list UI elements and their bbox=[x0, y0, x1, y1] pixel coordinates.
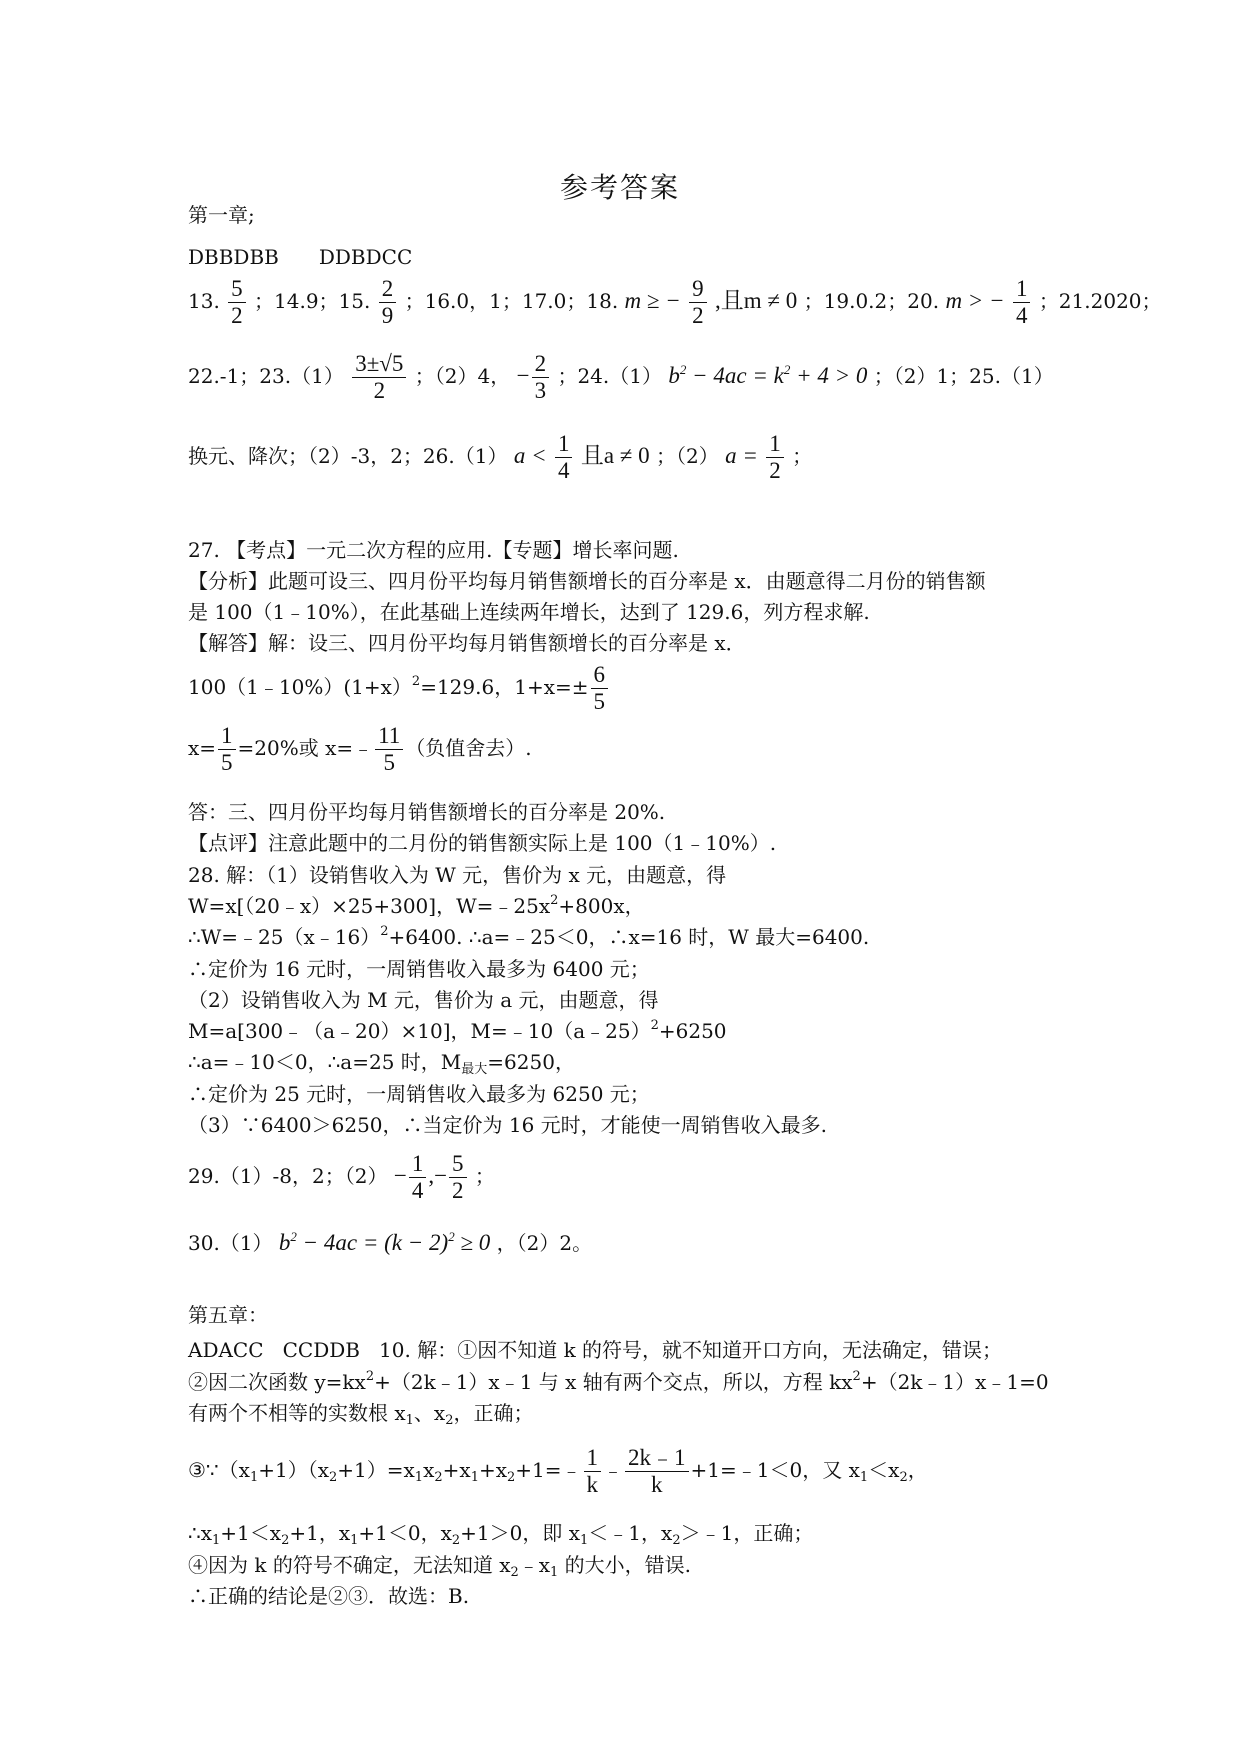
numerator: 3±√5 bbox=[352, 352, 406, 378]
fraction bbox=[555, 432, 573, 483]
denominator: 2 bbox=[692, 303, 704, 328]
fraction bbox=[625, 1446, 689, 1497]
text: +6400. ∴a=﹣25＜0，∴x=16 时，W 最大=6400. bbox=[388, 925, 870, 949]
subscript: 2 bbox=[899, 1470, 908, 1485]
text: ④因为 k 的符号不确定，无法知道 x bbox=[188, 1553, 511, 1577]
comma: , bbox=[428, 1163, 435, 1188]
numerator: 2 bbox=[532, 352, 550, 378]
page-title: 参考答案 bbox=[559, 171, 680, 204]
q28-line-1: 28. 解：（1）设销售收入为 W 元，售价为 x 元，由题意，得 bbox=[188, 863, 727, 887]
text: ； bbox=[792, 444, 813, 468]
numerator: 5 bbox=[228, 277, 246, 303]
denominator: 4 bbox=[557, 458, 570, 483]
text: +1，x bbox=[289, 1521, 351, 1545]
math-discriminant bbox=[279, 1230, 490, 1255]
text: =20%或 x=﹣ bbox=[237, 736, 374, 760]
text: 有两个不相等的实数根 x bbox=[188, 1401, 406, 1425]
ch5-line-7: ∴正确的结论是②③．故选：B. bbox=[188, 1584, 470, 1608]
exponent: 2 bbox=[550, 893, 559, 908]
subscript: 2 bbox=[672, 1533, 681, 1548]
numerator: 1 bbox=[218, 724, 236, 750]
text: +1＞0，即 x bbox=[460, 1521, 581, 1545]
math: ,且m ≠ 0 bbox=[715, 288, 798, 313]
answers-13-21 bbox=[188, 277, 1162, 328]
denominator: k bbox=[586, 1472, 599, 1497]
text: ﹣x bbox=[518, 1553, 551, 1577]
q27-comment: 【点评】注意此题中的二月份的销售额实际上是 100（1﹣10%）. bbox=[188, 831, 777, 855]
math: − 4ac = k bbox=[686, 363, 784, 388]
subscript: 1 bbox=[580, 1533, 589, 1548]
q27-head: 27. 【考点】一元二次方程的应用.【专题】增长率问题. bbox=[188, 538, 679, 562]
subscript: 1 bbox=[350, 1533, 359, 1548]
math: b bbox=[668, 363, 680, 388]
exponent: 2 bbox=[365, 1369, 375, 1384]
subscript: 2 bbox=[445, 1413, 454, 1428]
text: W=x[（20﹣x）×25+300]，W=﹣25x bbox=[188, 894, 551, 918]
text: +x bbox=[442, 1458, 471, 1482]
text: ∴x bbox=[188, 1521, 213, 1545]
math: 且a ≠ 0 bbox=[580, 443, 650, 468]
text: 13. bbox=[188, 289, 220, 313]
text: M=a[300﹣（a﹣20）×10]，M=﹣10（a﹣25） bbox=[188, 1019, 651, 1043]
subscript: 1 bbox=[212, 1533, 221, 1548]
fraction bbox=[689, 277, 707, 328]
text: ③∵（x bbox=[188, 1458, 250, 1482]
answers-25-26 bbox=[188, 432, 812, 483]
text: ②因二次函数 y=kx bbox=[188, 1370, 366, 1394]
denominator: 5 bbox=[593, 689, 605, 714]
denominator: 2 bbox=[373, 378, 386, 403]
q27-solution: 【解答】解：设三、四月份平均每月销售额增长的百分率是 x． bbox=[188, 631, 746, 655]
text: ， bbox=[907, 1458, 928, 1482]
text: +800x， bbox=[558, 894, 645, 918]
fraction bbox=[584, 1446, 602, 1497]
text: ；21.2020； bbox=[1038, 289, 1162, 313]
exponent: 2 bbox=[650, 1018, 659, 1033]
fraction bbox=[375, 724, 403, 775]
subscript: 1 bbox=[470, 1470, 479, 1485]
fraction bbox=[766, 432, 784, 483]
fraction bbox=[532, 352, 550, 403]
text: ﹣ bbox=[603, 1458, 624, 1482]
minus-sign: − bbox=[516, 363, 530, 388]
math: a < bbox=[513, 443, 547, 468]
numerator: 1 bbox=[1013, 277, 1031, 303]
text: （负值舍去）. bbox=[405, 736, 532, 760]
fraction bbox=[591, 663, 609, 714]
text: +1＜x bbox=[220, 1521, 282, 1545]
q28-line-2 bbox=[188, 893, 645, 919]
text: 29.（1）-8，2；（2） bbox=[188, 1164, 388, 1188]
denominator: k bbox=[651, 1472, 663, 1497]
denominator: 2 bbox=[452, 1178, 464, 1203]
math: m ≥ − bbox=[624, 288, 681, 313]
denominator: 4 bbox=[1015, 303, 1028, 328]
text: 、x bbox=[413, 1401, 446, 1425]
numerator: 1 bbox=[766, 432, 784, 458]
numerator: 9 bbox=[689, 277, 707, 303]
text: ；（2） bbox=[656, 444, 719, 468]
fraction bbox=[228, 277, 246, 328]
fraction bbox=[352, 352, 406, 403]
q30 bbox=[188, 1230, 592, 1256]
denominator: 2 bbox=[231, 303, 243, 328]
text: ；（2）1；25.（1） bbox=[873, 364, 1054, 388]
subscript: 2 bbox=[434, 1470, 443, 1485]
numerator: 2 bbox=[379, 277, 397, 303]
text: 换元、降次；（2）-3，2；26.（1） bbox=[188, 444, 508, 468]
text: ∴a=﹣10＜0，∴a=25 时，M bbox=[188, 1050, 462, 1074]
text: ＜﹣1，x bbox=[588, 1521, 673, 1545]
choice-answers-a: DBBDBB bbox=[188, 245, 279, 269]
fraction bbox=[1013, 277, 1031, 328]
denominator: 3 bbox=[534, 378, 547, 403]
exponent: 2 bbox=[380, 924, 389, 939]
subscript: 2 bbox=[510, 1565, 519, 1580]
text: +6250 bbox=[658, 1019, 727, 1043]
denominator: 9 bbox=[381, 303, 394, 328]
text: ；16.0，1；17.0；18. bbox=[404, 289, 619, 313]
chapter-1-heading: 第一章; bbox=[188, 203, 255, 227]
text: 22.-1；23.（1） bbox=[188, 364, 344, 388]
numerator: 2k﹣1 bbox=[625, 1446, 689, 1472]
subscript: 2 bbox=[281, 1533, 290, 1548]
text: ∴W=﹣25（x﹣16） bbox=[188, 925, 381, 949]
denominator: 4 bbox=[411, 1178, 424, 1203]
q28-line-4: ∴定价为 16 元时，一周销售收入最多为 6400 元； bbox=[188, 957, 650, 981]
text: ，正确； bbox=[453, 1401, 534, 1425]
subscript: 1 bbox=[249, 1470, 259, 1485]
fraction bbox=[218, 724, 236, 775]
ch5-line-5 bbox=[188, 1520, 813, 1546]
choice-answers-b: DDBDCC bbox=[318, 245, 413, 269]
minus-sign: − bbox=[393, 1163, 407, 1188]
text: 的大小，错误. bbox=[558, 1553, 692, 1577]
text: +1=﹣1＜0，又 x bbox=[690, 1458, 860, 1482]
fraction bbox=[409, 1152, 427, 1203]
text: ，（2）2。 bbox=[496, 1231, 593, 1255]
chapter-5-heading: 第五章： bbox=[188, 1303, 268, 1327]
math: m > − bbox=[945, 288, 1005, 313]
subscript: 1 bbox=[859, 1470, 869, 1485]
fraction bbox=[449, 1152, 467, 1203]
numerator: 5 bbox=[449, 1152, 467, 1178]
subscript: 1 bbox=[405, 1413, 414, 1428]
text: +1=﹣ bbox=[515, 1458, 582, 1482]
q28-line-7 bbox=[188, 1049, 575, 1075]
q28-line-5: （2）设销售收入为 M 元，售价为 a 元，由题意，得 bbox=[188, 988, 659, 1012]
math: b bbox=[278, 1230, 291, 1255]
text: +（2k﹣1）x﹣1 与 x 轴有两个交点，所以，方程 kx bbox=[374, 1370, 853, 1394]
subscript: 最大 bbox=[461, 1062, 488, 1077]
denominator: 5 bbox=[383, 750, 395, 775]
subscript: 2 bbox=[328, 1470, 338, 1485]
numerator: 1 bbox=[555, 432, 573, 458]
math: − 4ac = (k − 2) bbox=[296, 1230, 449, 1255]
fraction bbox=[379, 277, 397, 328]
text: 100（1﹣10%）(1+x） bbox=[188, 675, 412, 699]
ch5-line-2 bbox=[188, 1369, 1049, 1395]
text: +1）（x bbox=[258, 1458, 329, 1482]
q27-analysis-2: 是 100（1﹣10%），在此基础上连续两年增长，达到了 129.6，列方程求解. bbox=[188, 600, 870, 624]
text: x= bbox=[188, 736, 217, 760]
exponent: 2 bbox=[852, 1369, 861, 1384]
q29 bbox=[188, 1152, 495, 1203]
text: ；19.0.2；20. bbox=[803, 289, 940, 313]
subscript: 2 bbox=[451, 1533, 461, 1548]
q27-analysis-1: 【分析】此题可设三、四月份平均每月销售额增长的百分率是 x．由题意得二月份的销售额 bbox=[188, 569, 986, 593]
text: +（2k﹣1）x﹣1=0 bbox=[860, 1370, 1049, 1394]
text: =129.6，1+x=± bbox=[420, 675, 589, 699]
text: ；14.9；15. bbox=[254, 289, 371, 313]
text: 30.（1） bbox=[188, 1231, 273, 1255]
numerator: 6 bbox=[591, 663, 609, 689]
exponent: 2 bbox=[448, 1229, 455, 1244]
text: =6250， bbox=[487, 1050, 575, 1074]
subscript: 1 bbox=[550, 1565, 559, 1580]
text: ； bbox=[474, 1164, 495, 1188]
text: +x bbox=[478, 1458, 508, 1482]
q27-equation-1 bbox=[188, 663, 610, 714]
text: ＞﹣1，正确； bbox=[680, 1521, 814, 1545]
ch5-line-1: ADACC CCDDB 10. 解：①因不知道 k 的符号，就不知道开口方向，无法确定，错误； bbox=[188, 1338, 1003, 1362]
ch5-line-4 bbox=[188, 1446, 928, 1497]
exponent: 2 bbox=[290, 1229, 297, 1244]
ch5-line-3 bbox=[188, 1400, 533, 1426]
numerator: 11 bbox=[375, 724, 403, 750]
math-discriminant bbox=[668, 363, 867, 388]
text: x bbox=[423, 1458, 435, 1482]
math: + 4 > 0 bbox=[790, 363, 868, 388]
q28-line-3 bbox=[188, 924, 869, 950]
q28-line-6 bbox=[188, 1018, 727, 1044]
exponent: 2 bbox=[783, 362, 791, 377]
text: +1）=x bbox=[337, 1458, 415, 1482]
denominator: 2 bbox=[769, 458, 781, 483]
subscript: 1 bbox=[414, 1470, 424, 1485]
math: a = bbox=[725, 443, 758, 468]
q28-line-8: ∴定价为 25 元时，一周销售收入最多为 6250 元； bbox=[188, 1082, 650, 1106]
text: ；（2）4， bbox=[414, 364, 511, 388]
answers-22-25 bbox=[188, 352, 1054, 403]
q28-line-9: （3）∵6400＞6250，∴当定价为 16 元时，才能使一周销售收入最多. bbox=[188, 1113, 828, 1137]
subscript: 2 bbox=[507, 1470, 516, 1485]
numerator: 1 bbox=[409, 1152, 427, 1178]
exponent: 2 bbox=[679, 362, 687, 377]
ch5-line-6 bbox=[188, 1552, 691, 1578]
q27-answer: 答：三、四月份平均每月销售额增长的百分率是 20%. bbox=[188, 800, 666, 824]
text: ；24.（1） bbox=[557, 364, 662, 388]
math: ≥ 0 bbox=[454, 1230, 491, 1255]
text: +1＜0，x bbox=[358, 1521, 452, 1545]
text: ＜x bbox=[868, 1458, 900, 1482]
q27-equation-2 bbox=[188, 724, 532, 775]
numerator: 1 bbox=[584, 1446, 602, 1472]
exponent: 2 bbox=[411, 674, 421, 689]
choice-answers-line bbox=[188, 244, 412, 270]
minus-sign: − bbox=[434, 1163, 448, 1188]
denominator: 5 bbox=[221, 750, 233, 775]
